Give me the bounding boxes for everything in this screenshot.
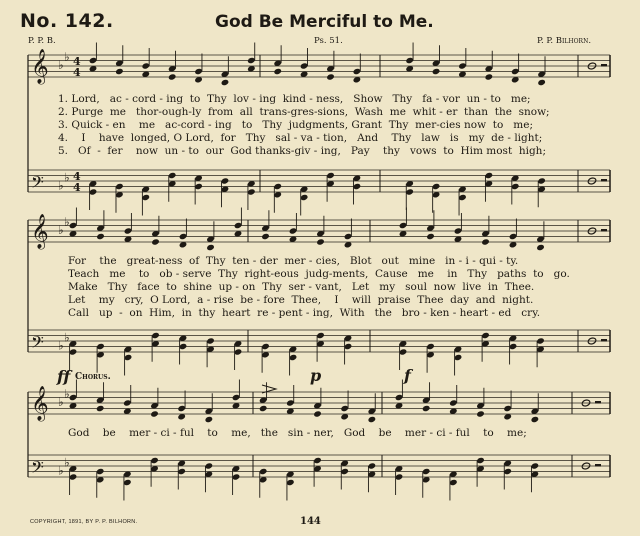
- flat-sign: ♭: [58, 463, 64, 478]
- time-signature: 4: [73, 170, 81, 183]
- note-head: [168, 73, 177, 80]
- time-signature: 4: [73, 66, 81, 79]
- hymn-title: God Be Merciful to Me.: [215, 12, 434, 32]
- note-head: [273, 68, 282, 75]
- flat-sign: ♭: [58, 178, 64, 193]
- flat-sign: ♭: [64, 49, 70, 64]
- note-head: [150, 410, 159, 417]
- note-head: [476, 410, 485, 417]
- note-head: [432, 68, 441, 75]
- time-signature: 4: [73, 181, 81, 194]
- note-head: [485, 73, 494, 80]
- verse-line-3: 3. Quick - en me ac-cord - ing to Thy judgments, Grant Thy mer-cies now to me;: [58, 119, 533, 131]
- note-head: [422, 405, 431, 412]
- flat-sign: ♭: [64, 455, 70, 470]
- verse-line-5b: Call up - on Him, in thy heart re - pent - ing, With the bro - ken - heart - ed cry.: [68, 307, 541, 319]
- verse-line-5: 5. Of - fer now un - to our God thanks-giv - ing, Pay thy vows to Him most high;: [58, 145, 546, 157]
- half-rest: [595, 464, 601, 467]
- half-rest: [601, 64, 607, 67]
- note-head: [537, 79, 546, 86]
- treble-clef: 𝄞: [31, 386, 49, 421]
- lyricist-initials: P. P. B.: [28, 36, 56, 46]
- flat-sign: ♭: [64, 170, 70, 185]
- verse-line-1: 1. Lord, ac - cord - ing to Thy lov - ing kind - ness, Show Thy fa - vor un - to me;: [58, 93, 531, 105]
- half-rest: [595, 401, 601, 404]
- note-head: [326, 73, 335, 80]
- flat-sign: ♭: [58, 58, 64, 72]
- time-signature: 4: [73, 55, 81, 68]
- note-head: [96, 233, 105, 240]
- half-rest: [601, 339, 607, 342]
- verse-line-2b: Teach me to ob - serve Thy right-eous judg-ments, Cause me in Thy paths to go.: [68, 268, 570, 280]
- note-head: [316, 238, 325, 245]
- verse-line-3b: Make Thy face to shine up - on Thy ser - vant, Let my soul now live in Thee.: [68, 281, 535, 293]
- bass-clef: 𝄢: [31, 332, 44, 356]
- note-head: [536, 244, 545, 251]
- flat-sign: ♭: [64, 214, 70, 229]
- note-head: [313, 410, 322, 417]
- note-head: [115, 68, 124, 75]
- bass-clef: 𝄢: [31, 172, 44, 196]
- note-head: [481, 238, 490, 245]
- half-rest: [601, 229, 607, 232]
- flat-sign: ♭: [64, 386, 70, 401]
- note-head: [259, 405, 268, 412]
- chorus-lyrics: God be mer - ci - ful to me, the sin - ner, God be mer - ci - ful to me;: [68, 427, 527, 439]
- bass-clef: 𝄢: [31, 457, 44, 481]
- hymn-number: No. 142.: [20, 10, 114, 32]
- note-head: [221, 79, 230, 86]
- note-head: [426, 233, 435, 240]
- note-head: [206, 244, 215, 251]
- treble-clef: 𝄞: [31, 214, 49, 249]
- dynamic-forte: f: [404, 366, 411, 385]
- treble-clef: 𝄞: [31, 49, 49, 84]
- note-head: [261, 233, 270, 240]
- flat-sign: ♭: [58, 223, 64, 237]
- verse-line-2: 2. Purge me thor-ough-ly from all trans-gres-sions, Wash me whit - er than the snow;: [58, 106, 550, 118]
- flat-sign: ♭: [64, 330, 70, 345]
- dynamic-piano: p: [310, 366, 322, 385]
- verse-line-4b: Let my cry, O Lord, a - rise be - fore Thee, I will praise Thee day and night.: [68, 294, 534, 306]
- note-head: [531, 416, 540, 423]
- composer-name: P. P. Bilhorn.: [537, 36, 592, 46]
- half-rest: [601, 179, 607, 182]
- flat-sign: ♭: [58, 395, 64, 409]
- verse-line-1b: For the great-ness of Thy ten - der mer - cies, Blot out mine in - i - qui - ty.: [68, 255, 519, 267]
- copyright-notice: COPYRIGHT, 1891, BY P. P. BILHORN.: [30, 519, 138, 525]
- chorus-label: Chorus.: [75, 372, 111, 382]
- note-head: [368, 416, 377, 423]
- note-head: [205, 416, 214, 423]
- scripture-reference: Ps. 51.: [314, 36, 343, 46]
- dynamic-fortissimo: ff: [57, 367, 71, 386]
- page-number: 144: [300, 516, 321, 527]
- flat-sign: ♭: [58, 338, 64, 353]
- note-head: [96, 405, 105, 412]
- verse-line-4: 4. I have longed, O Lord, for Thy sal - va - tion, And Thy law is my de - light;: [58, 132, 543, 144]
- note-head: [151, 238, 160, 245]
